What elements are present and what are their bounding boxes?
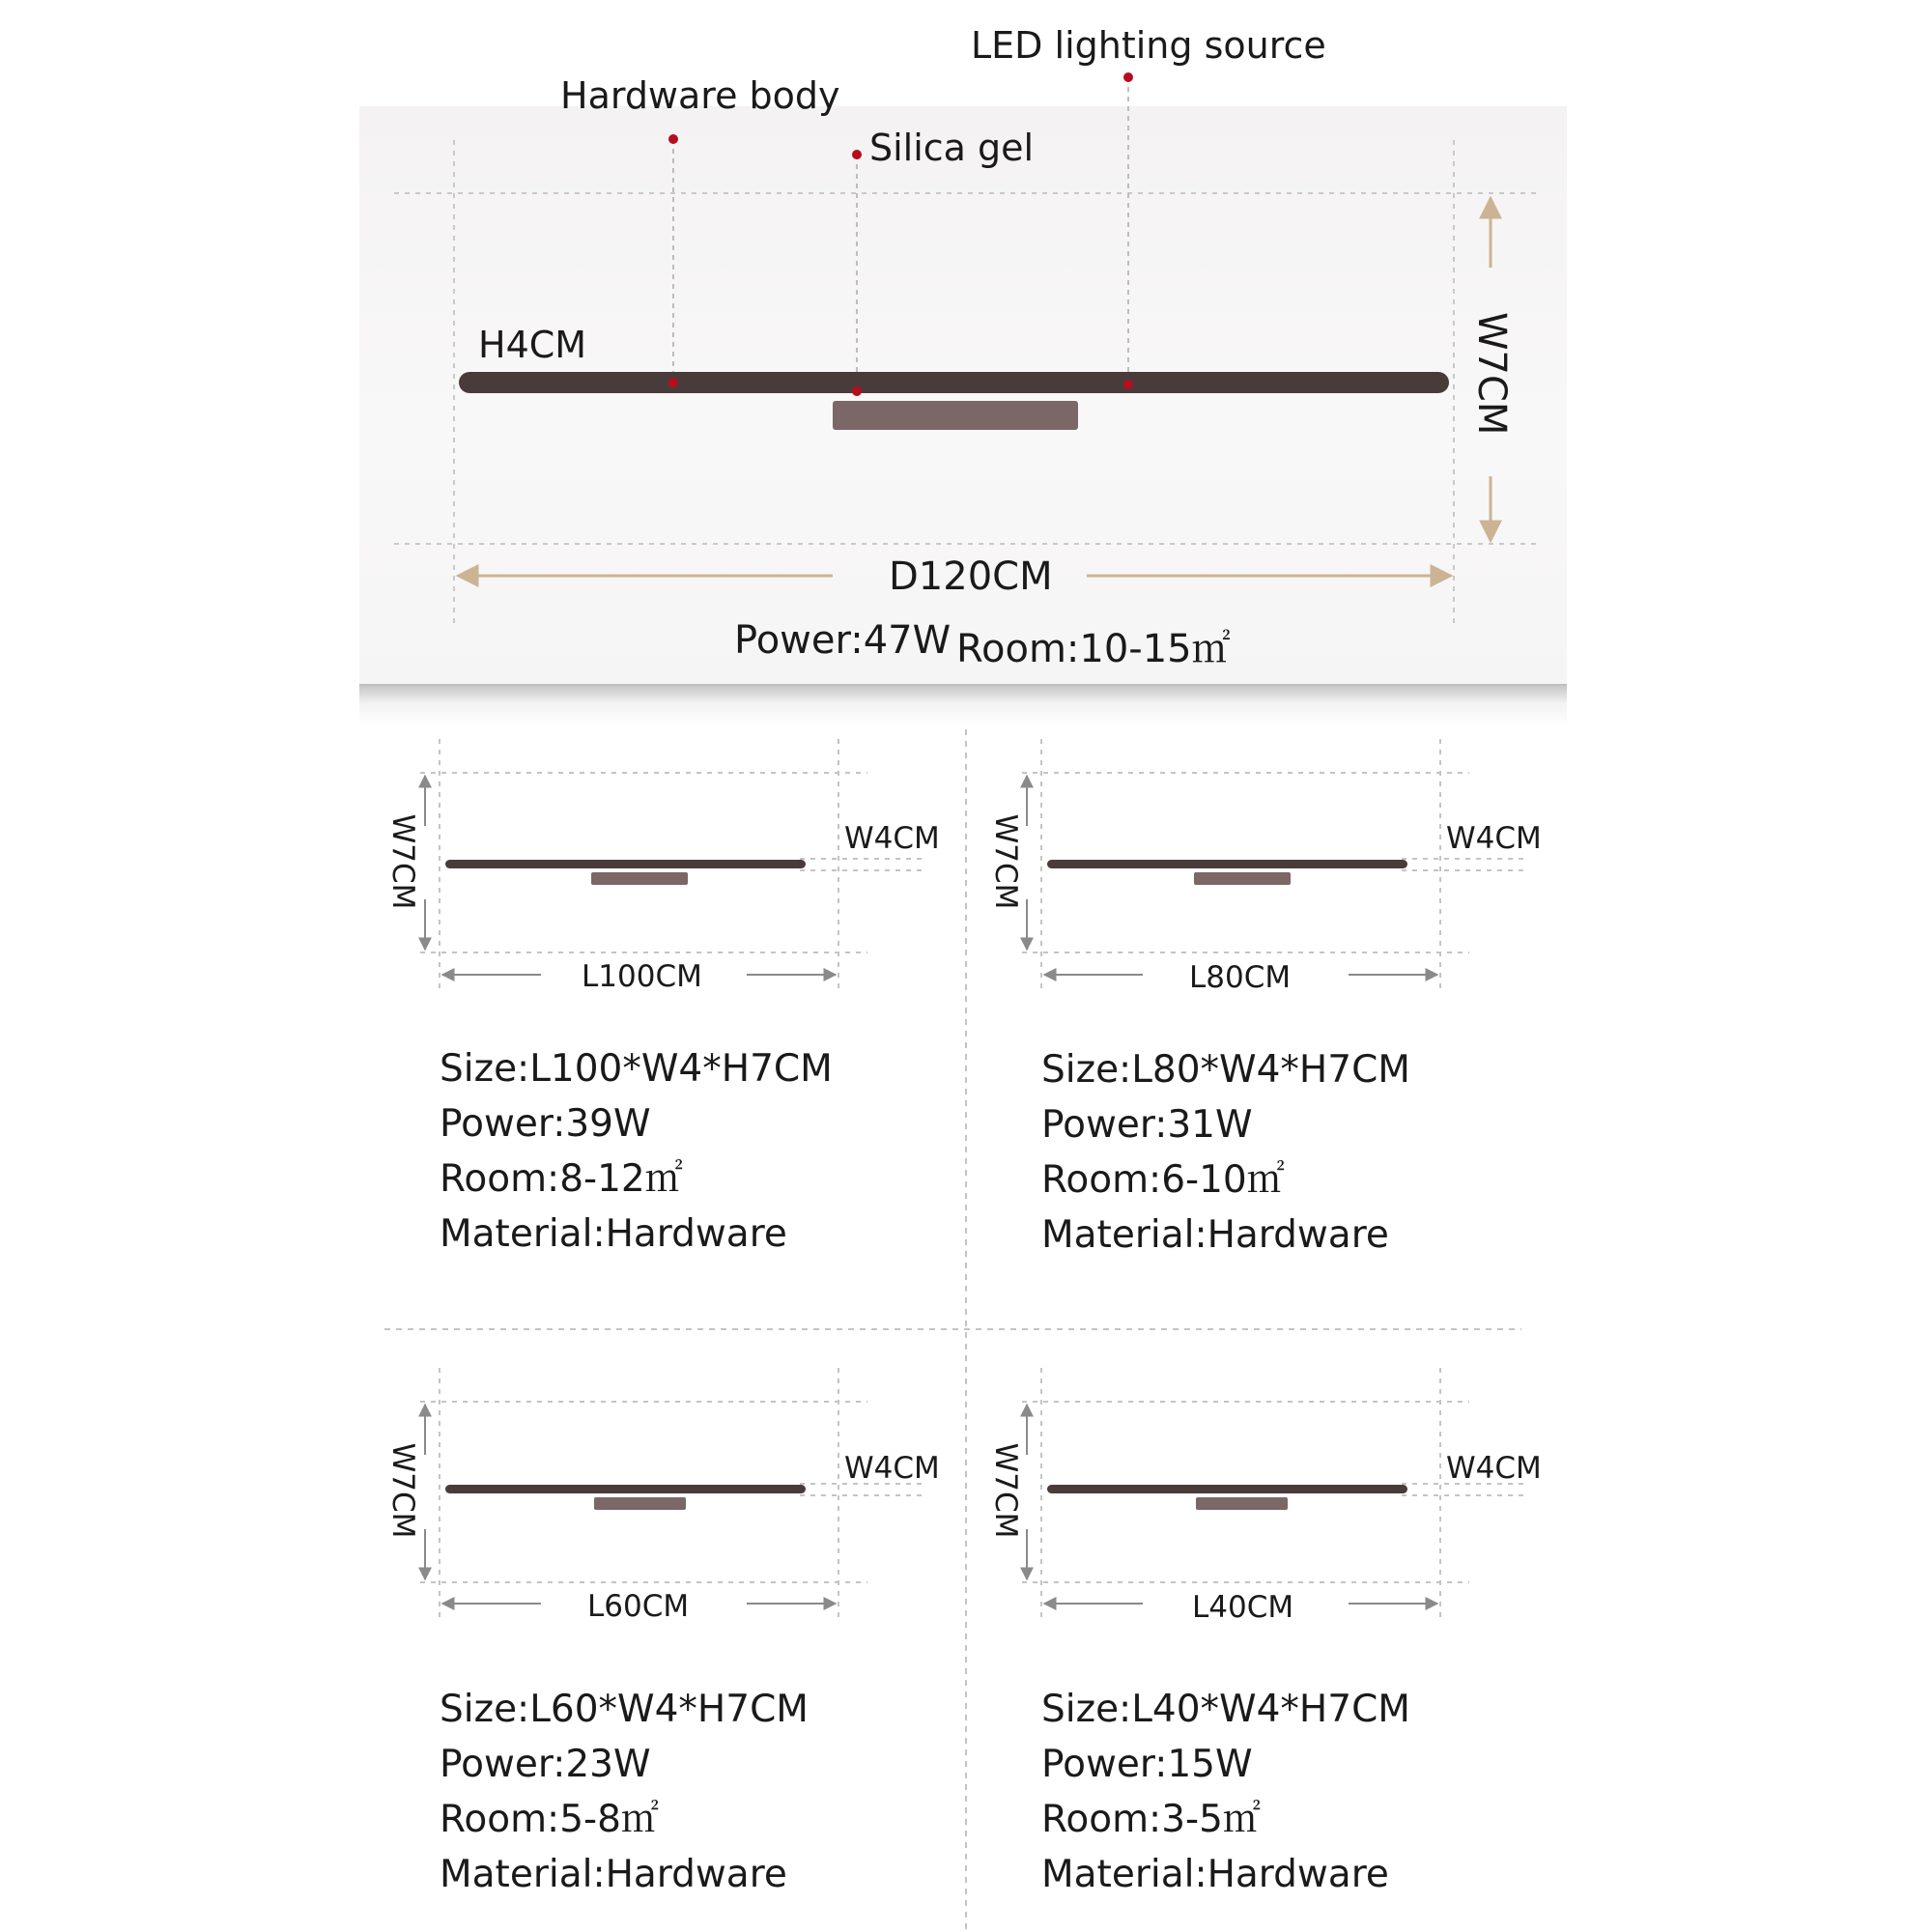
variant-1-height-label: W7CM — [385, 813, 420, 910]
variant-1-length-label: L100CM — [582, 959, 702, 994]
variant-3-size: Size:L60*W4*H7CM — [440, 1688, 809, 1731]
variant-3-lamp-base — [594, 1497, 686, 1510]
variant-3-lamp-bar — [445, 1485, 806, 1493]
variant-4-lamp-base — [1196, 1497, 1288, 1510]
variant-1-specs — [440, 1041, 833, 1262]
variant-2-room: Room:6-10㎡ — [1041, 1158, 1285, 1202]
variant-4-specs — [1041, 1682, 1410, 1902]
callout-lines — [673, 77, 1128, 391]
variant-3-room: Room:5-8㎡ — [440, 1798, 659, 1841]
variant-4-height-label: W7CM — [988, 1442, 1023, 1539]
variant-3-material: Material:Hardware — [440, 1853, 787, 1896]
variant-3-width-label: W4CM — [844, 1451, 940, 1486]
variant-4-width-label: W4CM — [1446, 1451, 1542, 1486]
variant-1-width-label: W4CM — [844, 821, 940, 856]
variant-2-height-label: W7CM — [988, 813, 1023, 910]
variant-2-size: Size:L80*W4*H7CM — [1041, 1048, 1410, 1092]
variant-4-power: Power:15W — [1041, 1743, 1253, 1786]
variant-2-specs — [1041, 1042, 1410, 1263]
variant-4-size: Size:L40*W4*H7CM — [1041, 1688, 1410, 1731]
variant-4-lamp-bar — [1047, 1485, 1407, 1493]
variant-1-size: Size:L100*W4*H7CM — [440, 1047, 833, 1091]
variant-1-lamp-base — [591, 872, 688, 885]
variant-1-power: Power:39W — [440, 1102, 651, 1146]
hero-room: Room:10-15㎡ — [956, 627, 1231, 671]
variant-4-length-label: L40CM — [1192, 1590, 1294, 1625]
variant-1-material: Material:Hardware — [440, 1212, 787, 1256]
variant-4-material: Material:Hardware — [1041, 1853, 1389, 1896]
variant-2-lamp-bar — [1047, 860, 1407, 868]
variant-3-specs — [440, 1682, 809, 1902]
variant-2-lamp-base — [1194, 872, 1291, 885]
hero-power: Power:47W — [734, 618, 952, 663]
hero-length-label: D120CM — [889, 554, 1053, 599]
hero-lamp-base — [833, 401, 1078, 430]
hero-lamp-bar — [459, 372, 1449, 393]
callout-led-label: LED lighting source — [971, 24, 1326, 67]
callout-hardware-label: Hardware body — [560, 74, 840, 117]
callout-silica-label: Silica gel — [869, 127, 1035, 169]
variant-2-length-label: L80CM — [1189, 960, 1292, 995]
variant-3-height-label: W7CM — [385, 1442, 420, 1539]
variant-2-power: Power:31W — [1041, 1103, 1253, 1147]
variant-3-power: Power:23W — [440, 1743, 651, 1786]
variant-1-lamp-bar — [445, 860, 806, 868]
hero-height-label: H4CM — [478, 324, 587, 366]
hero-width-label: W7CM — [1469, 312, 1514, 436]
variant-3-length-label: L60CM — [587, 1589, 690, 1624]
variant-4-room: Room:3-5㎡ — [1041, 1798, 1261, 1841]
callout-dots — [668, 72, 1133, 396]
variant-2-material: Material:Hardware — [1041, 1213, 1389, 1257]
variant-1-room: Room:8-12㎡ — [440, 1157, 683, 1201]
variant-2-width-label: W4CM — [1446, 821, 1542, 856]
